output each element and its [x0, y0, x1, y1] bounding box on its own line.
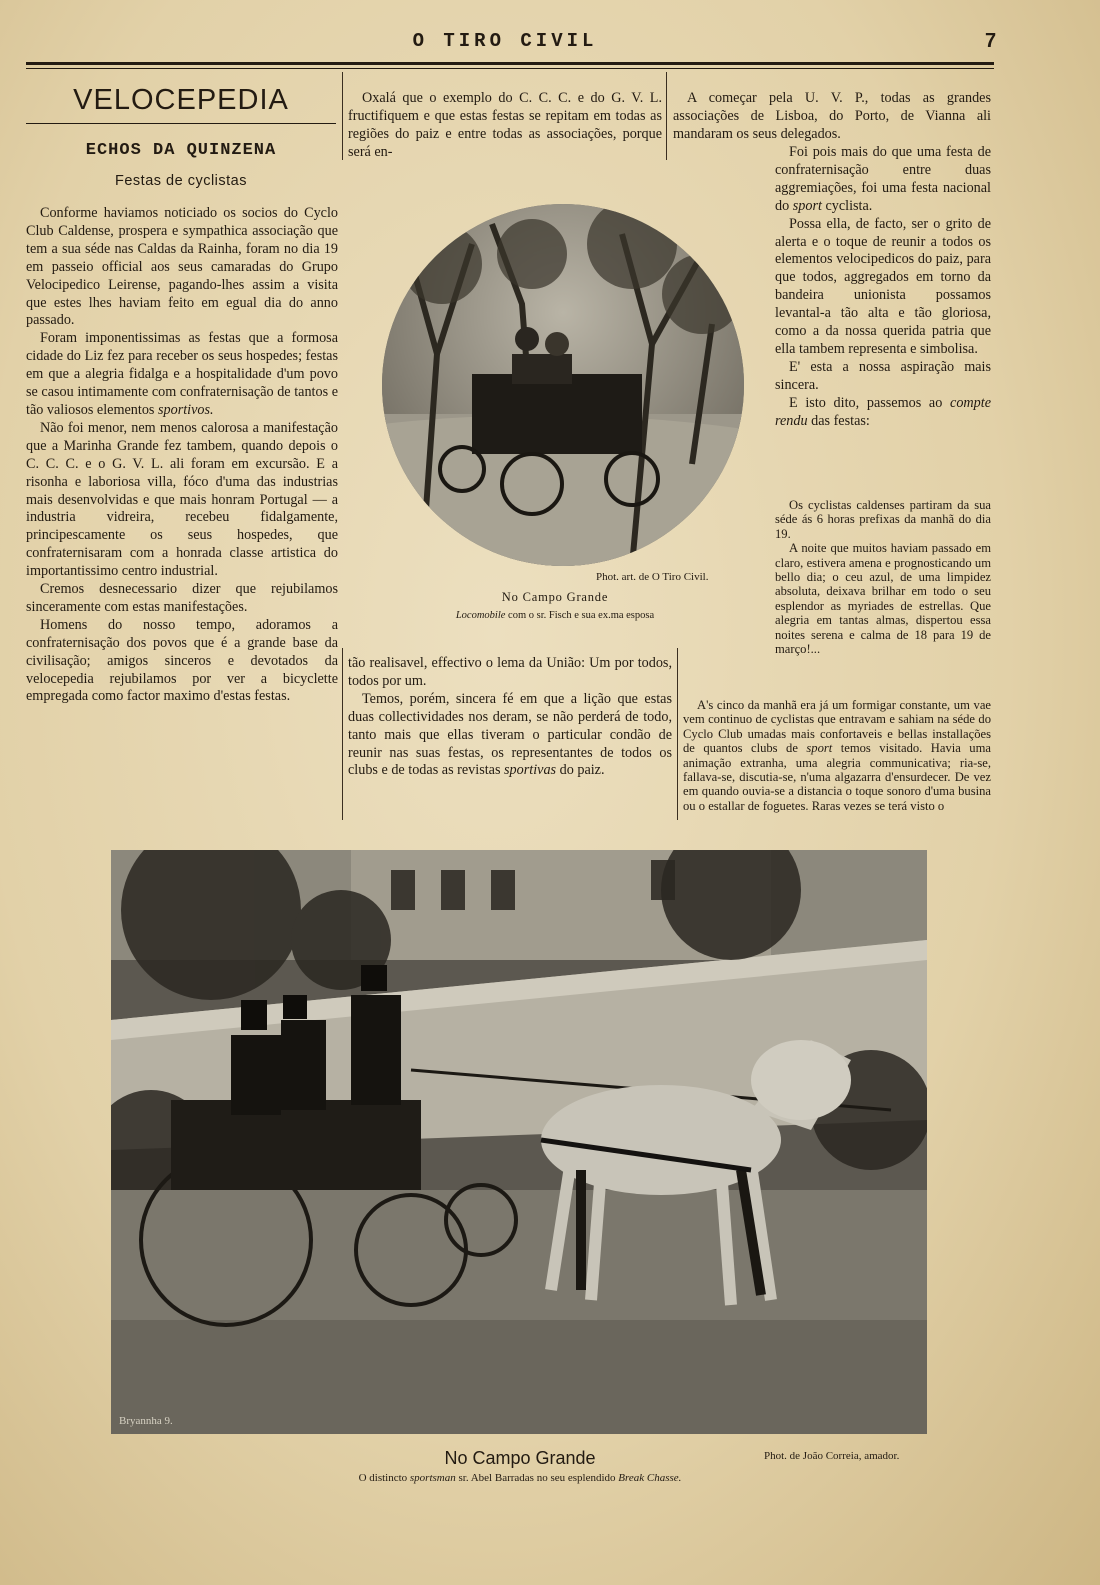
- paragraph: Cremos desnecessario dizer que rejubilamos sinceramente com estas manifestações.: [26, 581, 338, 615]
- column-divider: [342, 72, 343, 160]
- photographer-signature: Bryannha 9.: [119, 1415, 173, 1427]
- carriage-photo-drawing: [111, 850, 927, 1434]
- article-subtitle: ECHOS DA QUINZENA: [85, 141, 277, 160]
- locomobile-photo: [382, 204, 744, 566]
- photo-caption-title: No Campo Grande: [444, 1448, 596, 1468]
- article-kicker: Festas de cyclistas: [115, 173, 247, 189]
- paragraph: Foi pois mais do que uma festa de confraternisação entre duas aggremiações, foi uma festa nacional do sport cyclista.: [775, 144, 991, 214]
- paragraph: A noite que muitos haviam passado em claro, estivera amena e prognosticando um bello dia; o ceu azul, de uma limpidez absoluta, deixava brilhar em todo o seu esplendor as myriades de estrellas. Que alegria em tantas almas, dispertou essa noites serena e calma de 18 para 19 de março!...: [775, 541, 991, 657]
- photo-credit: Phot. de João Correia, amador.: [764, 1450, 900, 1462]
- photo-caption: O distincto sportsman sr. Abel Barradas no seu esplendido Break Chasse.: [358, 1472, 682, 1484]
- column-3-narrow-text: [775, 144, 991, 431]
- column-divider: [342, 648, 343, 820]
- paragraph: Conforme haviamos noticiado os socios do Cyclo Club Caldense, prospera e sympathica associação que tem a sua séde nas Caldas da Rainha, foram no dia 19 em passeio official aos seus camaradas do Grupo Velocipedico Leirense, pagando-lhes assim a visita que estes lhes haviam feito em egual dia do anno passado.: [26, 205, 338, 329]
- column-3-small-text-wide: [683, 698, 991, 813]
- paragraph: Foram imponentissimas as festas que a formosa cidade do Liz fez para receber os seus hospedes; festas em que a alegria fidalga e a hospitalidade d'um povo se casou intimamente com confraternisação de tantos e tão valiosos elementos sportivos.: [26, 330, 338, 418]
- paragraph: E' esta a nossa aspiração mais sincera.: [775, 358, 991, 393]
- paragraph: A começar pela U. V. P., todas as grandes associações de Lisboa, do Porto, de Vianna ali mandaram os seus delegados.: [673, 90, 991, 142]
- title-rule: [26, 123, 336, 124]
- paragraph: tão realisavel, effectivo o lema da União: Um por todos, todos por um.: [348, 655, 672, 689]
- column-2-top-text: [348, 90, 662, 162]
- column-divider: [666, 72, 667, 160]
- paragraph: A's cinco da manhã era já um formigar constante, um vae vem continuo de cyclistas que entravam e sahiam na séde do Cyclo Club umadas mais confortaveis e bellas installações de quantos clubs de sport temos visitado. Havia uma animação extranha, uma alegria communicativa; ria-se, fallava-se, discutia-se, n'uma algazarra d'ensurdecer. De vez em quando ouvia-se a distancia o toque sonoro d'uma busina ou o estallar de foguetes. Raras vezes se terá visto o: [683, 698, 991, 813]
- locomobile-photo-drawing: [382, 204, 744, 566]
- carriage-photo: [111, 850, 927, 1434]
- header-rule-thin: [26, 68, 994, 69]
- photo-caption: Locomobile com o sr. Fisch e sua ex.ma esposa: [455, 610, 655, 621]
- paragraph: Não foi menor, nem menos calorosa a manifestação que a Marinha Grande fez tambem, quando depois o C. C. C. e o G. V. L. ali foram em excursão. E a risonha e laboriosa villa, fóco d'uma das industrias mais desenvolvidas e que mais honram Portugal — a industria vidreira, recebeu fidalgamente, principescamente os seus hospedes, que confraternisaram com a honrada classe artistica do importantissimo centro industrial.: [26, 419, 338, 580]
- paragraph: Homens do nosso tempo, adoramos a confraternisação dos povos que é a grande base da civilisação; amigos sinceros e devotados da velocepedia rejubilamos por ver a bicyclette empregada como factor maximo d'estas festas.: [26, 616, 338, 705]
- column-1-text: [26, 205, 338, 706]
- column-2-bottom-text: [348, 655, 672, 780]
- paragraph: Temos, porém, sincera fé em que a lição que estas duas collectividades nos deram, se não perderá de todo, tanto mais que ellas tiveram o particular condão de reunir nas suas festas, os representantes de todos os clubs e de todas as revistas sportivas do paiz.: [348, 690, 672, 779]
- paragraph: Oxalá que o exemplo do C. C. C. e do G. V. L. fructifiquem e que estas festas se repitam em todas as regiões do paiz e entre todas as associações, porque será en-: [348, 90, 662, 160]
- paragraph: Os cyclistas caldenses partiram da sua séde ás 6 horas prefixas da manhã do dia 19.: [775, 498, 991, 541]
- column-3-small-text: [775, 498, 991, 656]
- column-3-top-text: [673, 90, 991, 144]
- paragraph: E isto dito, passemos ao compte rendu das festas:: [775, 394, 991, 429]
- paragraph: Possa ella, de facto, ser o grito de alerta e o toque de reunir a todos os elementos velocipedicos do paiz, para que todos, aggregados em torno da bandeira unionista possamos levantal-a tão alta e tão gloriosa, como a da nossa querida patria que ella tambem representa e simbolisa.: [775, 215, 991, 357]
- section-title: VELOCEPEDIA: [73, 84, 289, 116]
- photo-credit: Phot. art. de O Tiro Civil.: [596, 571, 709, 583]
- page-number: 7: [985, 30, 997, 52]
- photo-caption-title: No Campo Grande: [501, 590, 609, 604]
- column-divider: [677, 648, 678, 820]
- header-rule-thick: [26, 62, 994, 65]
- masthead-title: O TIRO CIVIL: [412, 30, 598, 52]
